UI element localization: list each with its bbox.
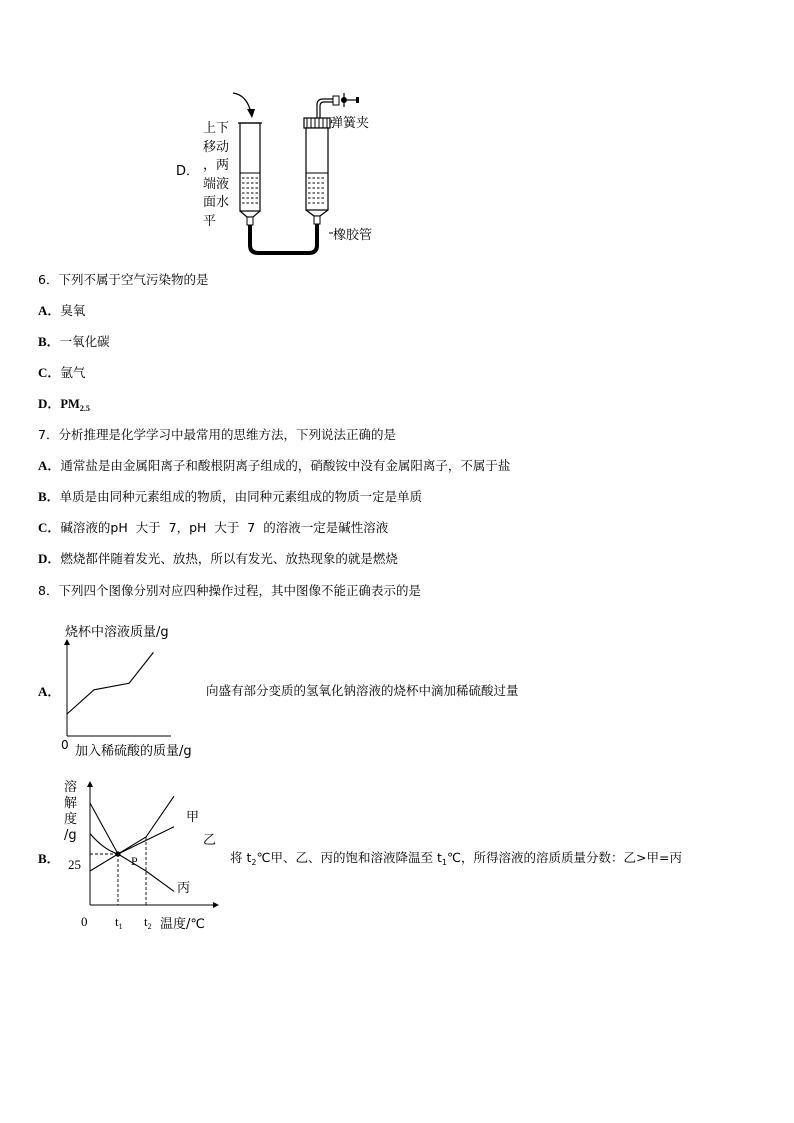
q7-stem: 7．分析推理是化学学习中最常用的思维方法，下列说法正确的是 <box>38 427 396 442</box>
q6-option-a: A．臭氧 <box>38 303 86 318</box>
q6-option-b: B．一氧化碳 <box>38 334 110 349</box>
q7-option-c: C．碱溶液的pH 大于 7，pH 大于 7 的溶液一定是碱性溶液 <box>38 520 389 535</box>
chart-b-origin: 0 <box>81 914 88 929</box>
chart-b-point-label: P <box>131 854 138 868</box>
chart-b-xlabel: 温度/℃ <box>160 917 205 932</box>
spring-clip-label: 弹簧夹 <box>330 116 370 131</box>
chart-b-x-tick-t1: $t_1$ <box>115 914 123 931</box>
q8-option-a-label: A． <box>38 684 61 699</box>
q8-option-a-description: 向盛有部分变质的氢氧化钠溶液的烧杯中滴加稀硫酸过量 <box>206 683 519 698</box>
chart-b-ylabel-char: 溶 <box>64 780 78 795</box>
vertical-text-line: 面水 <box>203 195 230 210</box>
chart-a-origin: 0 <box>61 738 69 752</box>
chart-b-point-p <box>115 851 120 856</box>
chart-b <box>80 780 220 910</box>
chart-a-series-line <box>67 652 153 714</box>
q6-stem: 6．下列不属于空气污染物的是 <box>38 272 209 287</box>
chart-b-y-tick-25: 25 <box>68 857 81 872</box>
q8-stem: 8．下列四个图像分别对应四种操作过程，其中图像不能正确表示的是 <box>38 583 421 598</box>
apparatus-diagram <box>225 85 400 260</box>
chart-a-xlabel: 加入稀硫酸的质量/g <box>75 744 192 759</box>
chart-a-ylabel: 烧杯中溶液质量/g <box>65 625 169 640</box>
chart-b-ylabel-char: 解 <box>64 796 78 811</box>
rubber-tube <box>250 223 317 253</box>
q8-option-b-description: 将 $t_2℃$甲、乙、丙的饱和溶液降温至 $t_1℃$，所得溶液的溶质质量分数：乙>甲=丙 <box>230 850 682 867</box>
chart-b-series-label-jia: 甲 <box>186 810 200 825</box>
q7-option-b: B．单质是由同种元素组成的物质，由同种元素组成的物质一定是单质 <box>38 489 423 504</box>
vertical-text-line: 上下 <box>203 121 230 136</box>
chart-b-series-yi <box>90 827 174 854</box>
chart-a <box>55 636 175 746</box>
left-tube <box>238 123 262 225</box>
q8-option-b-label: B． <box>38 851 60 866</box>
rubber-tube-label: 橡胶管 <box>333 228 373 243</box>
chart-b-ylabel <box>64 780 77 844</box>
chart-b-x-tick-t2: $t_2$ <box>144 914 152 931</box>
chart-b-ylabel-char: 度 <box>64 812 78 827</box>
spring-clip-icon <box>333 93 359 107</box>
vertical-text-line: ，两 <box>203 158 230 173</box>
arrow-head-icon <box>247 109 255 118</box>
chart-b-series-label-yi: 乙 <box>203 833 217 848</box>
q6-option-d: D．$PM_{2.5}$ <box>38 396 90 413</box>
chart-b-series-label-bing: 丙 <box>177 881 191 896</box>
vertical-text-line: 移动 <box>203 139 230 155</box>
vertical-text-line: 平 <box>203 213 217 229</box>
q7-option-a: A．通常盐是由金属阳离子和酸根阴离子组成的，硝酸铵中没有金属阳离子，不属于盐 <box>38 458 511 473</box>
option-d-label: D． <box>176 164 200 179</box>
q6-option-c: C．氩气 <box>38 365 86 380</box>
vertical-text-line: 端液 <box>203 176 230 192</box>
q7-option-d: D．燃烧都伴随着发光、放热，所以有发光、放热现象的就是燃烧 <box>38 551 398 566</box>
chart-b-ylabel-char: /g <box>64 828 77 843</box>
